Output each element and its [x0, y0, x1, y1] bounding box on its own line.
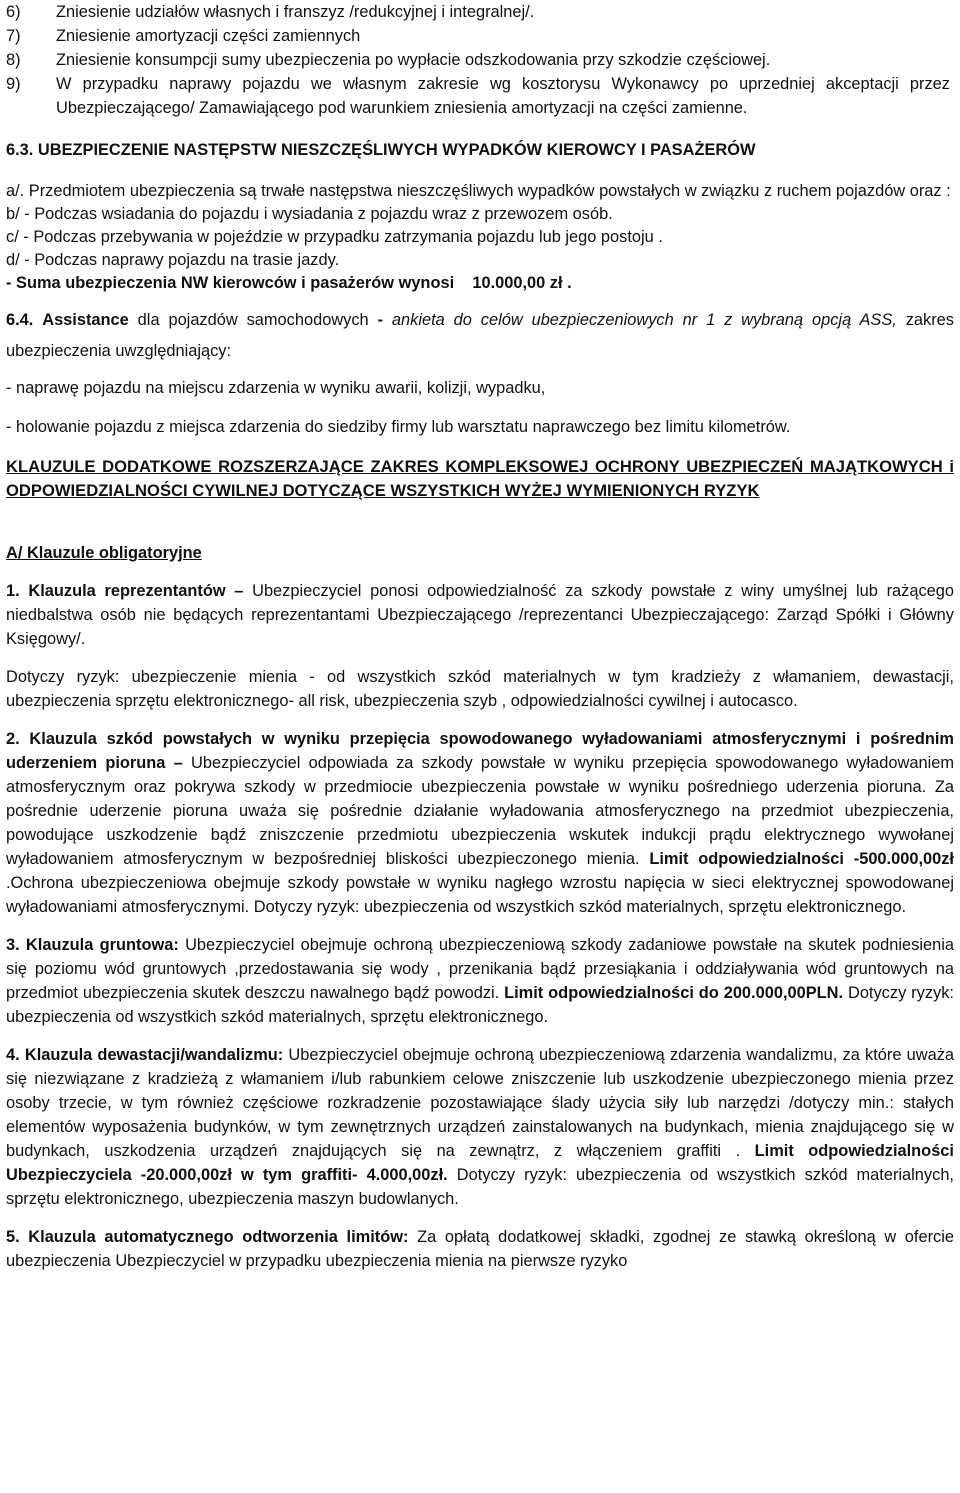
section-6-3-d: d/ - Podczas naprawy pojazdu na trasie jazdy. [6, 251, 340, 269]
list-text: W przypadku naprawy pojazdu we własnym zakresie wg kosztorysu Wykonawcy po uprzedniej akceptacji przez Ubezpieczającego/ Zamawiającego pod warunkiem zniesienia amortyzacji na części zamienne. [56, 75, 950, 117]
klauzule-heading: KLAUZULE DODATKOWE ROZSZERZAJĄCE ZAKRES KOMPLEKSOWEJ OCHRONY UBEZPIECZEŃ MAJĄTKOWYCH i ODPOWIEDZIALNOŚCI CYWILNEJ DOTYCZĄCE WSZYSTKICH WYŻEJ WYMIENIONYCH RYZYK [6, 457, 954, 500]
section-6-4-item-2: - holowanie pojazdu z miejsca zdarzenia do siedziby firmy lub warsztatu naprawczego bez limitu kilometrów. [6, 418, 791, 436]
clause-5-title: 5. Klauzula automatycznego odtworzenia limitów: [6, 1228, 409, 1246]
section-6-4-dash: - [377, 311, 384, 329]
section-6-4-italic: ankieta do celów ubezpieczeniowych nr 1 z wybraną opcją ASS, [383, 311, 897, 329]
clause-3 [6, 933, 954, 1029]
clause-4 [6, 1043, 954, 1211]
section-6-3-heading: 6.3. UBEZPIECZENIE NASTĘPSTW NIESZCZĘŚLIWYCH WYPADKÓW KIEROWCY I PASAŻERÓW [6, 141, 756, 159]
section-6-4-item-1: - naprawę pojazdu na miejscu zdarzenia w wyniku awarii, kolizji, wypadku, [6, 379, 546, 397]
clause-1-dash: – [225, 582, 253, 600]
clause-3-body-2: Dotyczy ryzyk: ubezpieczenia od wszystkich szkód materialnych, sprzętu elektronicznego. [6, 984, 954, 1026]
clause-5 [6, 1225, 954, 1273]
section-6-4-text-2: zakres ubezpieczenia uwzględniający: [6, 311, 954, 360]
list-item [6, 48, 954, 72]
list-item [6, 0, 954, 24]
list-text: Zniesienie konsumpcji sumy ubezpieczenia po wypłacie odszkodowania przy szkodzie częściowej. [56, 51, 771, 69]
clause-2-text [6, 727, 954, 919]
clause-2-dash: – [165, 754, 192, 772]
clause-4-text [6, 1043, 954, 1211]
list-a [6, 0, 954, 120]
clause-2-body: Ubezpieczyciel odpowiada za szkody powstałe w wyniku przepięcia spowodowanego wyładowaniem atmosferycznym oraz pokrywa szkody w przedmiocie ubezpieczenia powstałe w wyniku pośredniego uderzenia pioruna. Za pośrednie uderzenie pioruna uważa się pośrednie działanie wyładowania atmosferycznego na przedmiot ubezpieczenia, powodujące uszkodzenie bądź zniszczenie przedmiotu ubezpieczenia wskutek indukcji prądu elektrycznego wywołanej wyładowaniem atmosferycznym w bezpośredniej bliskości ubezpieczonego mienia. [6, 754, 954, 868]
clause-1-title: 1. Klauzula reprezentantów [6, 582, 226, 600]
clause-2 [6, 727, 954, 919]
clause-3-text [6, 933, 954, 1029]
clause-4-limit: Limit odpowiedzialności Ubezpieczyciela -20.000,00zł w tym graffiti- 4.000,00zł. [6, 1142, 954, 1184]
clause-1-dotyczy: Dotyczy ryzyk: ubezpieczenie mienia - od wszystkich szkód materialnych w tym kradzieży z włamaniem, dewastacji, ubezpieczenia sprzętu elektronicznego- all risk, ubezpieczenia szyb , odpowiedzialności cywilnej i autocasco. [6, 668, 954, 710]
list-number: 8) [6, 51, 21, 69]
clause-5-body: Za opłatą dodatkowej składki, zgodnej ze stawką określoną w ofercie ubezpieczenia Ubezpieczyciel w przypadku ubezpieczenia mienia na pierwsze ryzyko [6, 1228, 954, 1270]
list-item [6, 72, 954, 120]
section-6-4-intro [6, 305, 954, 367]
section-6-3-sum: - Suma ubezpieczenia NW kierowców i pasażerów wynosi 10.000,00 zł . [6, 274, 572, 292]
list-number: 6) [6, 3, 21, 21]
section-6-3-b: b/ - Podczas wsiadania do pojazdu i wysiadania z pojazdu wraz z przewozem osób. [6, 205, 613, 223]
clause-2-title: 2. Klauzula szkód powstałych w wyniku przepięcia spowodowanego wyładowaniami atmosferycznymi i pośrednim uderzeniem pioruna [6, 730, 954, 772]
clause-1 [6, 579, 954, 713]
section-6-3-body [6, 180, 954, 295]
list-number: 9) [6, 75, 21, 93]
clause-3-limit: Limit odpowiedzialności do 200.000,00PLN. [504, 984, 844, 1002]
section-6-4 [6, 305, 954, 445]
list-text: Zniesienie udziałów własnych i franszyz /redukcyjnej i integralnej/. [56, 3, 535, 21]
section-6-3-c: c/ - Podczas przebywania w pojeździe w przypadku zatrzymania pojazdu lub jego postoju . [6, 228, 663, 246]
section-6-4-text: dla pojazdów samochodowych [128, 311, 378, 329]
list-item [6, 24, 954, 48]
section-6-3-a: a/. Przedmiotem ubezpieczenia są trwałe następstwa nieszczęśliwych wypadków powstałych w związku z ruchem pojazdów oraz : [6, 182, 951, 200]
assistance-label: Assistance [42, 311, 129, 329]
obligatory-heading: A/ Klauzule obligatoryjne [6, 544, 202, 562]
clause-3-title: 3. Klauzula gruntowa: [6, 936, 179, 954]
clause-3-body: Ubezpieczyciel obejmuje ochroną ubezpieczeniową szkody zadaniowe powstałe na skutek podniesienia się poziomu wód gruntowych ,przedostawania się wody , przenikania bądź przesiąkania i oddziaływania wód gruntowych na przedmiot ubezpieczenia skutek deszczu nawalnego bądź powodzi. [6, 936, 954, 1002]
clause-4-body-2: Dotyczy ryzyk: ubezpieczenia od wszystkich szkód materialnych, sprzętu elektronicznego, ubezpieczenia maszyn budowlanych. [6, 1166, 954, 1208]
clause-5-text [6, 1225, 954, 1273]
clause-1-body: Ubezpieczyciel ponosi odpowiedzialność za szkody powstałe z winy umyślnej lub rażącego niedbalstwa osób nie będących reprezentantami Ubezpieczającego /reprezentanci Ubezpieczającego: Zarząd Spółki i Główny Księgowy/. [6, 582, 955, 648]
clause-4-body: Ubezpieczyciel obejmuje ochroną ubezpieczeniową zdarzenia wandalizmu, za które uważa się niezwiązane z kradzieżą z włamaniem i/lub rabunkiem celowe zniszczenie lub uszkodzenie ubezpieczonego mienia przez osoby trzecie, w tym również częściowe rozkradzenie pozostawiające ślady użycia siły lub narzędzi /dotyczy min.: stałych elementów wyposażenia budynków, w tym zewnętrznych urządzeń zainstalowanych na budynkach, mienia znajdującego się w budynkach, uszkodzenia urządzeń znajdujących się na zewnątrz, z włączeniem graffiti . [6, 1046, 955, 1160]
section-6-4-number: 6.4. [6, 311, 34, 329]
clause-2-limit: Limit odpowiedzialności -500.000,00zł [649, 850, 954, 868]
clause-2-body-2: .Ochrona ubezpieczeniowa obejmuje szkody powstałe w wyniku nagłego wzrostu napięcia w sieci elektrycznej spowodowanej wyładowaniami atmosferycznymi. Dotyczy ryzyk: ubezpieczenia od wszystkich szkód materialnych, sprzętu elektronicznego. [6, 874, 954, 916]
clause-1-text [6, 579, 954, 651]
clause-4-title: 4. Klauzula dewastacji/wandalizmu: [6, 1046, 284, 1064]
list-number: 7) [6, 27, 21, 45]
list-text: Zniesienie amortyzacji części zamiennych [56, 27, 361, 45]
